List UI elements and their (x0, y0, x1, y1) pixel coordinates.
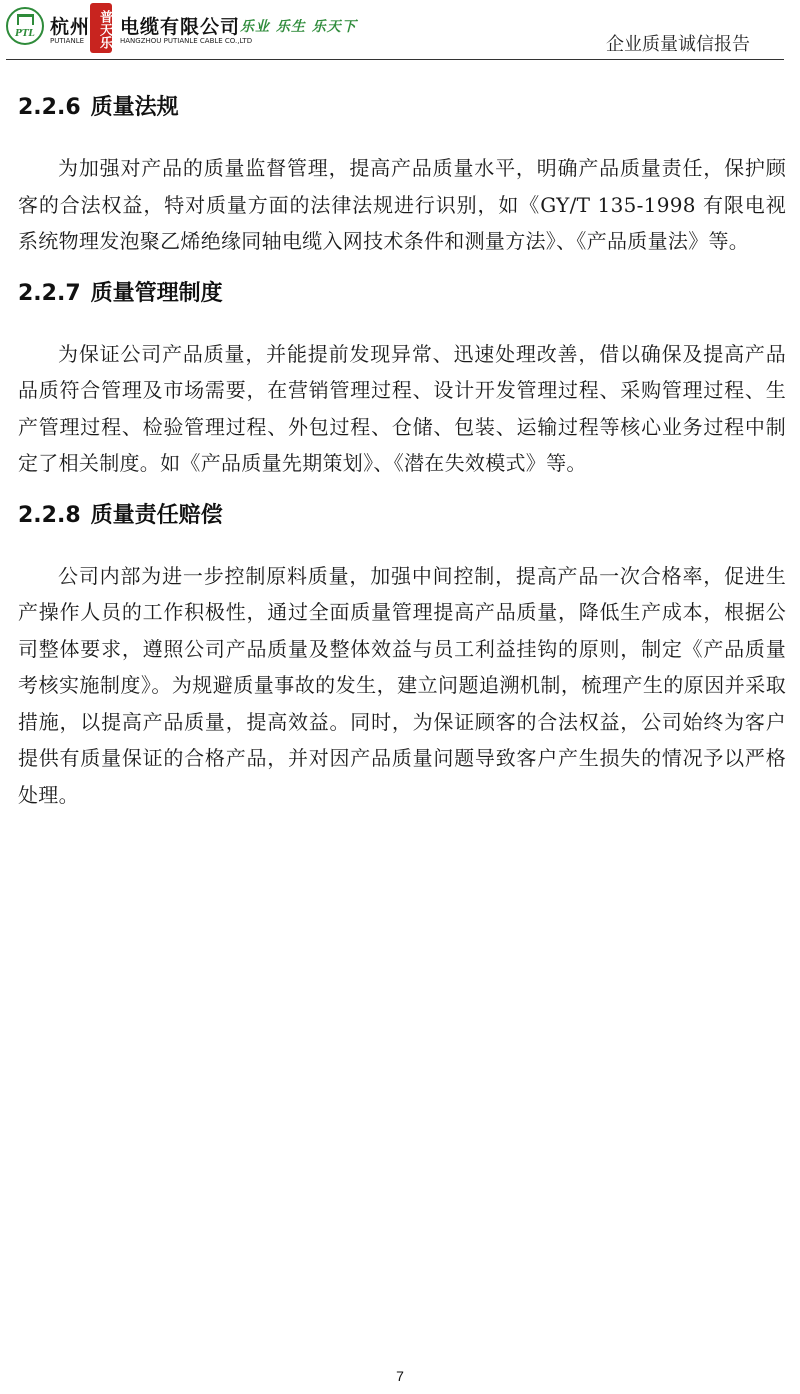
logo-text: PTL (15, 29, 35, 39)
company-name-en-part2: HANGZHOU PUTIANLE CABLE CO.,LTD (120, 37, 253, 45)
company-name-cn-part2: 电缆有限公司 (120, 16, 241, 38)
section-heading (18, 90, 786, 126)
section-paragraph: 为加强对产品的质量监督管理，提高产品质量水平，明确产品质量责任，保护顾客的合法权益，特对质量方面的法律法规进行识别，如《GY/T 135-1998 有限电视系统物理发泡聚乙烯绝缘同轴电缆入网技术条件和测量方法》、《产品质量法》等。 (18, 156, 786, 253)
section-quality-regulations (18, 90, 786, 260)
section-heading (18, 276, 786, 312)
section-title: 质量责任赔偿 (90, 502, 223, 528)
section-number: 2.2.7 (18, 280, 81, 306)
company-logo-icon (6, 7, 44, 45)
section-number: 2.2.6 (18, 95, 81, 120)
section-quality-liability-compensation (18, 498, 786, 814)
company-slogan: 乐业 乐生 乐天下 (240, 19, 357, 35)
section-paragraph: 为保证公司产品质量，并能提前发现异常、迅速处理改善，借以确保及提高产品品质符合管理及市场需要，在营销管理过程、设计开发管理过程、采购管理过程、生产管理过程、检验管理过程、外包过程、仓储、包装、运输过程等核心业务过程中制定了相关制度。如《产品质量先期策划》、《潜在失效模式》等。 (18, 341, 786, 475)
page-content (18, 80, 786, 829)
section-paragraph: 公司内部为进一步控制原料质量，加强中间控制，提高产品一次合格率，促进生产操作人员的工作积极性，通过全面质量管理提高产品质量，降低生产成本，根据公司整体要求，遵照公司产品质量及整体效益与员工利益挂钩的原则，制定《产品质量考核实施制度》。为规避质量事故的发生，建立问题追溯机制，梳理产生的原因并采取措施，以提高产品质量，提高效益。同时，为保证顾客的合法权益，公司始终为客户提供有质量保证的合格产品，并对因产品质量问题导致客户产生损失的情况予以严格处理。 (18, 563, 786, 807)
brand-seal: 普天乐 (90, 3, 112, 53)
section-number: 2.2.8 (18, 502, 81, 528)
header-divider (6, 59, 784, 60)
company-name-en-part1: PUTIANLE (50, 37, 85, 45)
company-name-cn-part1: 杭州 (50, 16, 91, 38)
section-title: 质量法规 (90, 95, 179, 120)
section-title: 质量管理制度 (90, 280, 223, 306)
page-header (0, 0, 800, 60)
report-title: 企业质量诚信报告 (606, 34, 750, 55)
section-quality-management-system (18, 276, 786, 482)
section-heading (18, 498, 786, 534)
page-number: 7 (396, 1368, 404, 1384)
